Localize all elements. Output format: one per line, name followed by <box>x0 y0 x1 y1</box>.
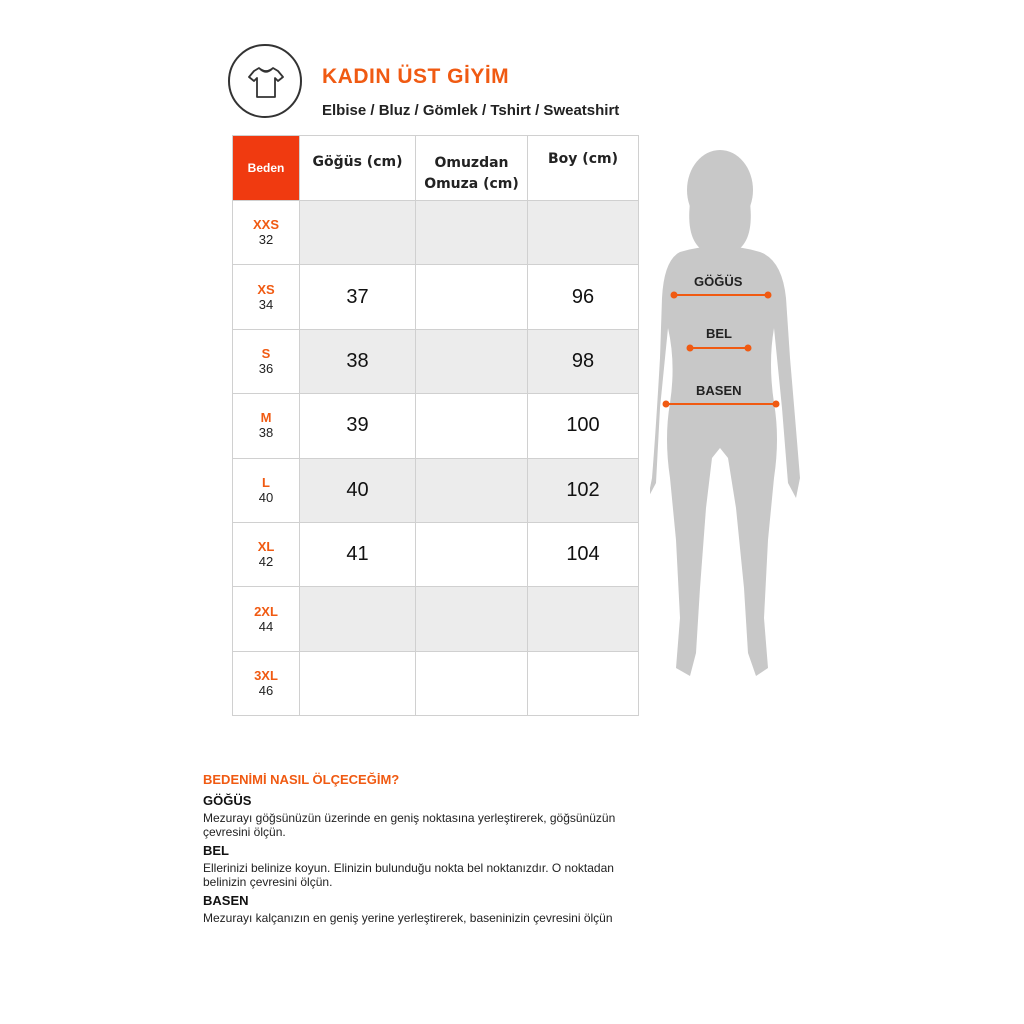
header-gogus: Göğüs (cm) <box>300 136 416 201</box>
size-code: M <box>260 410 272 426</box>
size-number: 44 <box>258 618 274 634</box>
table-row <box>233 329 639 393</box>
boy-cell: 102 <box>528 458 639 522</box>
table-row <box>233 522 639 586</box>
page-subtitle: Elbise / Bluz / Gömlek / Tshirt / Sweatshirt <box>322 102 620 119</box>
table-row <box>233 265 639 329</box>
header-omuz: Omuzdan Omuza (cm) <box>416 136 528 201</box>
figure-label-gogus: GÖĞÜS <box>694 274 743 289</box>
size-table <box>232 135 639 716</box>
boy-cell <box>528 651 639 715</box>
size-code: XXS <box>252 217 279 233</box>
size-cell <box>233 265 300 329</box>
section-line: Ellerinizi belinize koyun. Elinizin bulunduğu nokta bel noktanızdır. O noktadan <box>203 861 614 875</box>
figure-label-bel: BEL <box>706 326 732 341</box>
boy-cell: 96 <box>528 265 639 329</box>
section-line: Mezurayı kalçanızın en geniş yerine yerleştirerek, baseninizin çevresini ölçün <box>203 911 613 925</box>
omuz-cell <box>416 201 528 265</box>
table-row <box>233 394 639 458</box>
boy-cell <box>528 587 639 651</box>
table-row <box>233 458 639 522</box>
size-code: 3XL <box>254 667 278 683</box>
boy-cell: 98 <box>528 329 639 393</box>
size-cell <box>233 522 300 586</box>
size-code: XS <box>257 281 275 297</box>
section-line: Mezurayı göğsünüzün üzerinde en geniş noktasına yerleştirerek, göğsünüzün <box>203 811 616 825</box>
size-number: 36 <box>258 360 274 376</box>
tshirt-icon <box>246 62 286 102</box>
omuz-cell <box>416 394 528 458</box>
gogus-cell: 41 <box>300 522 416 586</box>
boy-cell <box>528 201 639 265</box>
omuz-cell <box>416 458 528 522</box>
omuz-cell <box>416 329 528 393</box>
boy-cell: 104 <box>528 522 639 586</box>
size-code: 2XL <box>254 603 278 619</box>
gogus-cell: 39 <box>300 394 416 458</box>
section-line: çevresini ölçün. <box>203 825 286 839</box>
section-line: belinizin çevresini ölçün. <box>203 875 333 889</box>
section-title: GÖĞÜS <box>203 793 252 808</box>
section-title: BASEN <box>203 893 249 908</box>
tshirt-icon-badge <box>228 44 302 118</box>
table-row <box>233 201 639 265</box>
how-to-measure <box>203 772 703 925</box>
gogus-cell <box>300 587 416 651</box>
size-code: S <box>261 345 271 361</box>
gogus-cell: 40 <box>300 458 416 522</box>
gogus-cell: 38 <box>300 329 416 393</box>
gogus-cell <box>300 201 416 265</box>
size-number: 32 <box>258 232 274 248</box>
boy-cell: 100 <box>528 394 639 458</box>
header-boy: Boy (cm) <box>528 136 639 201</box>
header-beden: Beden <box>233 136 300 201</box>
gogus-cell: 37 <box>300 265 416 329</box>
table-row <box>233 587 639 651</box>
page-title: KADIN ÜST GİYİM <box>322 65 510 88</box>
section-title: BEL <box>203 843 229 858</box>
size-cell <box>233 651 300 715</box>
table-row <box>233 651 639 715</box>
section-bel <box>203 843 703 889</box>
size-number: 40 <box>258 489 274 505</box>
size-number: 46 <box>258 682 274 698</box>
how-to-heading: BEDENİMİ NASIL ÖLÇECEĞİM? <box>203 772 400 787</box>
size-cell <box>233 329 300 393</box>
omuz-cell <box>416 651 528 715</box>
omuz-cell <box>416 265 528 329</box>
omuz-cell <box>416 587 528 651</box>
size-code: XL <box>257 539 275 555</box>
size-code: L <box>262 474 270 490</box>
size-cell <box>233 394 300 458</box>
size-number: 42 <box>258 554 274 570</box>
size-number: 34 <box>258 296 274 312</box>
size-cell <box>233 201 300 265</box>
body-silhouette <box>650 148 810 696</box>
section-gogus <box>203 793 703 839</box>
figure-label-basen: BASEN <box>696 383 742 398</box>
table-header-row <box>233 136 639 201</box>
omuz-cell <box>416 522 528 586</box>
gogus-cell <box>300 651 416 715</box>
size-cell <box>233 458 300 522</box>
size-number: 38 <box>258 425 274 441</box>
section-basen <box>203 893 703 925</box>
size-cell <box>233 587 300 651</box>
